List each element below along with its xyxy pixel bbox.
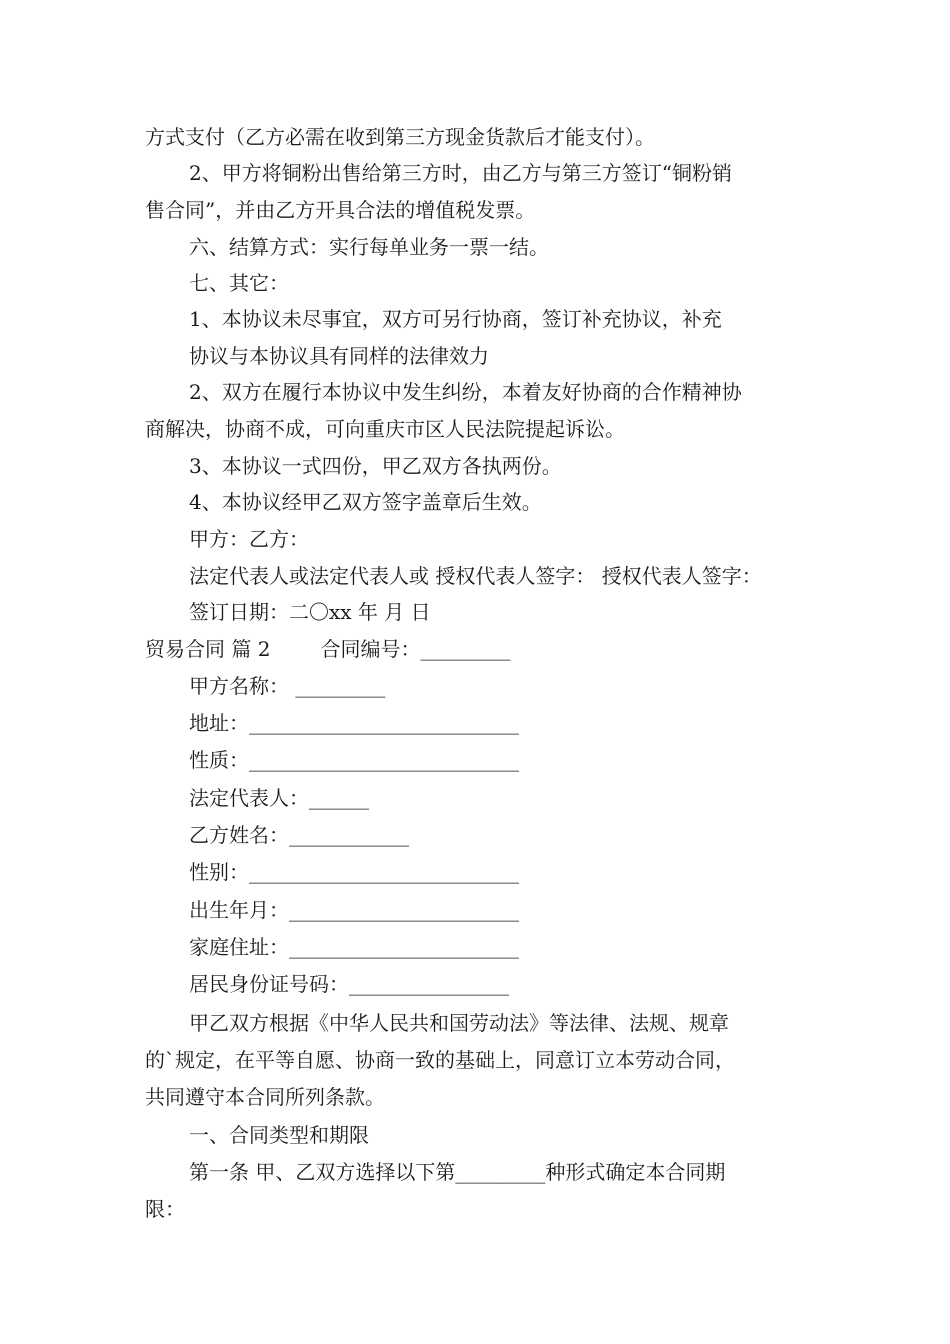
text-line: 方式支付（乙方必需在收到第三方现金货款后才能支付）。 [145, 125, 655, 149]
text-line: 甲方名称： _________ [189, 674, 386, 698]
text-line: 地址：___________________________ [189, 711, 519, 735]
text-line: 2、甲方将铜粉出售给第三方时，由乙方与第三方签订“铜粉销 [189, 161, 732, 185]
text-line: 商解决，协商不成，可向重庆市区人民法院提起诉讼。 [145, 417, 625, 441]
text-line: 3、本协议一式四份，甲乙双方各执两份。 [189, 454, 562, 478]
text-line: 性别：___________________________ [189, 860, 519, 884]
text-line: 2、双方在履行本协议中发生纠纷，本着友好协商的合作精神协 [189, 380, 742, 404]
text-line: 一、合同类型和期限 [189, 1123, 369, 1147]
text-line: 法定代表人：______ [189, 786, 369, 810]
text-line: 法定代表人或法定代表人或 授权代表人签字： 授权代表人签字： [189, 564, 762, 588]
text-line: 签订日期：二〇xx 年 月 日 [189, 600, 431, 624]
text-line: 售合同”，并由乙方开具合法的增值税发票。 [145, 198, 536, 222]
contract-number-field: 合同编号：_________ [320, 637, 511, 661]
text-line: 4、本协议经甲乙双方签字盖章后生效。 [189, 490, 542, 514]
text-line: 家庭住址：_______________________ [189, 935, 519, 959]
text-line: 的`规定，在平等自愿、协商一致的基础上，同意订立本劳动合同， [145, 1048, 735, 1072]
text-line: 限： [145, 1197, 185, 1221]
text-line: 共同遵守本合同所列条款。 [145, 1085, 385, 1109]
text-line: 居民身份证号码：________________ [189, 972, 509, 996]
section-title: 贸易合同 篇 2 [145, 637, 271, 661]
text-line: 甲方：乙方： [189, 527, 309, 551]
section-heading-line [145, 634, 815, 664]
text-line: 甲乙双方根据《中华人民共和国劳动法》等法律、法规、规章 [189, 1011, 729, 1035]
text-line: 乙方姓名：____________ [189, 823, 409, 847]
text-line: 六、结算方式：实行每单业务一票一结。 [189, 235, 549, 259]
text-line: 第一条 甲、乙双方选择以下第_________种形式确定本合同期 [189, 1160, 726, 1184]
text-line: 出生年月：_______________________ [189, 898, 519, 922]
text-line: 1、本协议未尽事宜，双方可另行协商，签订补充协议，补充 [189, 307, 722, 331]
text-line: 七、其它： [189, 271, 289, 295]
text-line: 性质：___________________________ [189, 748, 519, 772]
text-line: 协议与本协议具有同样的法律效力 [189, 344, 489, 368]
